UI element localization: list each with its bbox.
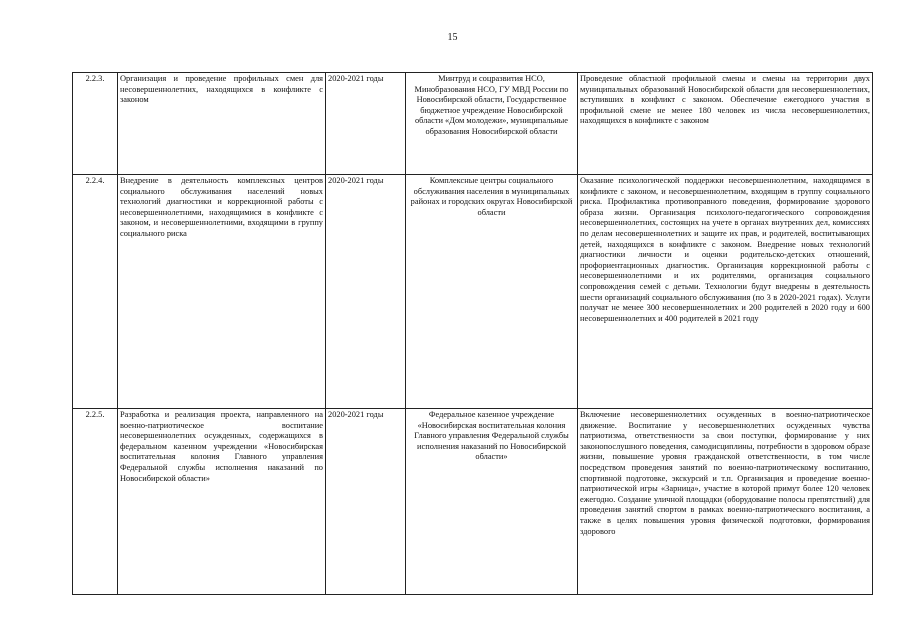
row-number: 2.2.3. (73, 73, 118, 175)
measures-table (72, 72, 873, 595)
row-number: 2.2.4. (73, 175, 118, 409)
event-name: Организация и проведение профильных смен для несовершеннолетних, находящихся в конфликте с законом (118, 73, 326, 175)
executors: Федеральное казенное учреждение «Новосибирская воспитательная колония Главного управления Федеральной службы исполнения наказаний по Новосибирской области» (406, 409, 578, 595)
period: 2020-2021 годы (326, 175, 406, 409)
table-row (73, 175, 873, 409)
event-name: Внедрение в деятельность комплексных центров социального обслуживания населений новых технологий диагностики и коррекционной работы с несовершеннолетними, находящимися в конфликте с законом, и несовершеннолетними, входящими в группу социального риска (118, 175, 326, 409)
period: 2020-2021 годы (326, 409, 406, 595)
table-row (73, 73, 873, 175)
period: 2020-2021 годы (326, 73, 406, 175)
table-row (73, 409, 873, 595)
executors: Комплексные центры социального обслуживания населения в муниципальных районах и городских округах Новосибирской области (406, 175, 578, 409)
event-name: Разработка и реализация проекта, направленного на военно-патриотическое воспитание несовершеннолетних осужденных, содержащихся в федеральном казенном учреждении «Новосибирская воспитательная колония Главного управления Федеральной службы исполнения наказаний по Новосибирской области» (118, 409, 326, 595)
executors: Минтруд и соцразвития НСО, Минобразования НСО, ГУ МВД России по Новосибирской области, Государственное бюджетное учреждение Новосибирской области «Дом молодежи», муниципальные образования Новосибирской области (406, 73, 578, 175)
page-number: 15 (447, 32, 458, 43)
row-number: 2.2.5. (73, 409, 118, 595)
expected-result: Оказание психологической поддержки несовершеннолетним, находящимся в конфликте с законом, и несовершеннолетним, входящим в группу социального риска. Профилактика противоправного поведения, формирование здорового образа жизни. Организация психолого-педагогического сопровождения несовершеннолетних, состоящих на учете в органах внутренних дел, комиссиях по делам несовершеннолетних и защите их прав, и родителей, воспитывающих детей, находящихся в конфликте с законом. Внедрение новых технологий диагностики личности и оценки родительско-детских отношений, профориентационных диагностик. Организация коррекционной работы с несовершеннолетними и их родителями, организация социального сопровождения семей с детьми. Технологии будут внедрены в деятельность шести организаций социального обслуживания (по 3 в 2020-2021 годах). Услуги получат не менее 300 несовершеннолетних и 200 родителей в 2020 году и 600 несовершеннолетних и 400 родителей в 2021 году (578, 175, 873, 409)
expected-result: Проведение областной профильной смены и смены на территории двух муниципальных образований Новосибирской области для несовершеннолетних, вступивших в конфликт с законом. Обеспечение ежегодного участия в профильной смене не менее 180 человек из числа несовершеннолетних, находящихся в конфликте с законом (578, 73, 873, 175)
expected-result: Включение несовершеннолетних осужденных в военно-патриотическое движение. Воспитание у несовершеннолетних осужденных чувства патриотизма, ответственности за свои поступки, формирование у них законопослушного поведения, самодисциплины, потребности в здоровом образе жизни, повышение уровня гражданской ответственности, в том числе посредством проведения занятий по военно-патриотическому воспитанию, спортивной подготовке, экскурсий и т.п. Организация и проведение военно-патриотической игры «Зарница», участие в которой примут более 120 человек ежегодно. Создание уличной площадки (оборудование полосы препятствий) для проведения занятий спортом в рамках военно-патриотического воспитания, а также в целях повышения уровня физической подготовки, формирования здорового (578, 409, 873, 595)
